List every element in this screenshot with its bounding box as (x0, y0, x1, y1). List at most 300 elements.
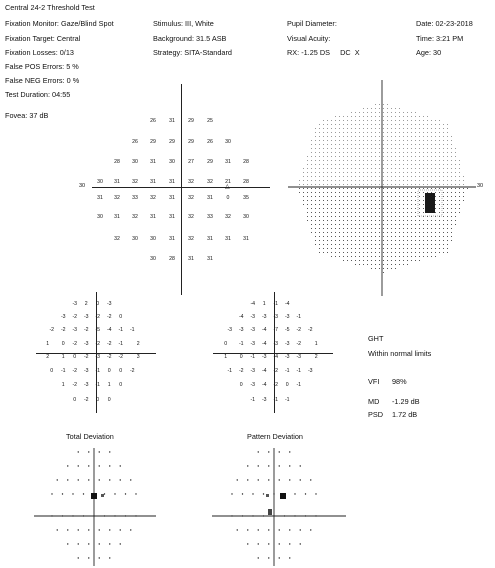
threshold-value: 29 (207, 159, 213, 165)
threshold-value: 31 (150, 159, 156, 165)
probability-point (130, 479, 131, 480)
deviation-value: -2 (118, 354, 124, 360)
probability-point (78, 543, 79, 544)
probability-point (284, 515, 285, 516)
deviation-value: -3 (284, 341, 290, 347)
probability-point (104, 493, 105, 494)
probability-point (268, 557, 269, 558)
deviation-value: -1 (227, 368, 233, 374)
pattern-deviation-title: Pattern Deviation (247, 432, 303, 441)
threshold-value: 32 (188, 179, 194, 185)
probability-point (67, 529, 68, 530)
probability-point (279, 479, 280, 480)
threshold-value: 27 (188, 159, 194, 165)
deviation-value: -2 (273, 382, 279, 388)
probability-point (273, 493, 274, 494)
deviation-value: 0 (107, 397, 111, 403)
threshold-value: 31 (114, 179, 120, 185)
probability-point (114, 493, 115, 494)
probability-point (252, 515, 253, 516)
probability-point (289, 557, 290, 558)
probability-point (72, 493, 73, 494)
probability-point (263, 493, 264, 494)
threshold-value: 29 (188, 118, 194, 124)
threshold-value: 30 (243, 214, 249, 220)
probability-symbol (280, 493, 286, 499)
probability-point (130, 529, 131, 530)
probability-point (88, 451, 89, 452)
probability-point (268, 451, 269, 452)
threshold-value: 26 (207, 139, 213, 145)
deviation-value: -2 (83, 397, 89, 403)
deviation-value: -1 (118, 341, 124, 347)
threshold-value: 31 (225, 159, 231, 165)
probability-point (78, 529, 79, 530)
threshold-value: 31 (207, 256, 213, 262)
probability-point (305, 515, 306, 516)
deviation-value: -2 (72, 341, 78, 347)
deviation-value: 1 (262, 301, 266, 307)
threshold-value: 28 (114, 159, 120, 165)
deviation-value: -1 (95, 368, 101, 374)
deviation-value: 2 (136, 341, 140, 347)
deviation-value: 0 (224, 341, 228, 347)
threshold-value: 32 (114, 236, 120, 242)
false-neg-errors: False NEG Errors: 0 % (5, 76, 80, 85)
probability-point (99, 465, 100, 466)
deviation-value: -3 (83, 314, 89, 320)
deviation-value: 0 (96, 397, 100, 403)
probability-point (99, 451, 100, 452)
md-value: -1.29 dB (392, 397, 420, 406)
threshold-value: 0 (226, 195, 230, 201)
deviation-value: 0 (73, 354, 77, 360)
probability-point (300, 465, 301, 466)
deviation-value: -4 (238, 314, 244, 320)
probability-point (99, 529, 100, 530)
deviation-value: 1 (107, 382, 111, 388)
threshold-value: 35 (243, 195, 249, 201)
probability-point (57, 529, 58, 530)
deviation-value: 1 (61, 354, 65, 360)
probability-point (247, 529, 248, 530)
probability-point (120, 465, 121, 466)
threshold-value: 26 (150, 118, 156, 124)
threshold-value: 31 (97, 195, 103, 201)
probability-point (88, 529, 89, 530)
probability-point (67, 465, 68, 466)
deviation-value: -1 (129, 327, 135, 333)
probability-point (88, 543, 89, 544)
deviation-value: -3 (72, 327, 78, 333)
threshold-value: 25 (207, 118, 213, 124)
deviation-value: -1 (250, 397, 256, 403)
deviation-value: 2 (314, 354, 318, 360)
probability-symbol (266, 494, 269, 497)
deviation-value: 0 (285, 382, 289, 388)
deviation-value: -3 (284, 354, 290, 360)
visual-acuity: Visual Acuity: (287, 34, 331, 43)
deviation-value: 0 (107, 368, 111, 374)
deviation-value: -1 (60, 368, 66, 374)
probability-point (135, 515, 136, 516)
fovea-value: Fovea: 37 dB (5, 111, 49, 120)
deviation-value: -4 (273, 354, 279, 360)
probability-point (78, 557, 79, 558)
deviation-value: -3 (284, 314, 290, 320)
deviation-value: -1 (284, 397, 290, 403)
total-deviation-title: Total Deviation (66, 432, 114, 441)
probability-point (120, 479, 121, 480)
probability-point (78, 479, 79, 480)
threshold-value: 31 (150, 214, 156, 220)
stimulus: Stimulus: III, White (153, 19, 214, 28)
deviation-value: 0 (239, 354, 243, 360)
fixation-losses: Fixation Losses: 0/13 (5, 48, 74, 57)
deviation-value: -2 (60, 327, 66, 333)
probability-point (279, 451, 280, 452)
probability-point (67, 479, 68, 480)
threshold-value: 31 (169, 118, 175, 124)
vfi-value: 98% (392, 377, 407, 386)
deviation-value: -2 (72, 368, 78, 374)
deviation-value: -2 (95, 341, 101, 347)
axis-label-left: 30 (79, 183, 86, 189)
probability-point (258, 479, 259, 480)
threshold-value: 32 (132, 179, 138, 185)
probability-point (242, 515, 243, 516)
ght-label: GHT (368, 334, 384, 343)
probability-point (258, 543, 259, 544)
deviation-value: -3 (307, 368, 313, 374)
deviation-value: -3 (273, 341, 279, 347)
deviation-value: -4 (106, 327, 112, 333)
probability-point (289, 529, 290, 530)
deviation-value: -3 (60, 314, 66, 320)
threshold-value: 31 (169, 195, 175, 201)
threshold-value: 32 (114, 195, 120, 201)
false-pos-errors: False POS Errors: 5 % (5, 62, 79, 71)
probability-point (279, 529, 280, 530)
probability-point (62, 515, 63, 516)
test-duration: Test Duration: 04:55 (5, 90, 71, 99)
probability-point (120, 529, 121, 530)
deviation-value: -3 (250, 382, 256, 388)
background: Background: 31.5 ASB (153, 34, 227, 43)
threshold-value: 30 (150, 256, 156, 262)
probability-point (268, 543, 269, 544)
deviation-value: -4 (261, 341, 267, 347)
axis-label-right: 30 (477, 183, 484, 189)
deviation-value: -3 (95, 354, 101, 360)
probability-point (72, 515, 73, 516)
probability-point (109, 557, 110, 558)
probability-point (300, 543, 301, 544)
deviation-value: -1 (296, 368, 302, 374)
probability-point (289, 543, 290, 544)
probability-point (88, 557, 89, 558)
deviation-value: -4 (261, 327, 267, 333)
deviation-value: -3 (83, 341, 89, 347)
deviation-value: 1 (314, 341, 318, 347)
probability-point (315, 493, 316, 494)
threshold-value: 32 (150, 195, 156, 201)
probability-point (99, 479, 100, 480)
deviation-value: -3 (83, 368, 89, 374)
threshold-value: 30 (132, 236, 138, 242)
deviation-value: -3 (250, 327, 256, 333)
deviation-value: -7 (273, 327, 279, 333)
threshold-value: 28 (169, 256, 175, 262)
probability-point (114, 515, 115, 516)
threshold-value: 30 (132, 159, 138, 165)
deviation-value: 0 (119, 368, 123, 374)
probability-point (242, 493, 243, 494)
threshold-value: 32 (225, 214, 231, 220)
probability-point (109, 543, 110, 544)
threshold-value: 30 (97, 214, 103, 220)
probability-point (289, 479, 290, 480)
threshold-value: 29 (169, 139, 175, 145)
probability-point (57, 479, 58, 480)
deviation-value: -2 (296, 341, 302, 347)
deviation-value: -3 (250, 341, 256, 347)
probability-symbol (101, 494, 104, 497)
vfi-label: VFI (368, 377, 380, 386)
deviation-value: 0 (119, 314, 123, 320)
deviation-value: -2 (106, 341, 112, 347)
total-deviation-probability-plot (34, 448, 156, 566)
deviation-value: -2 (129, 368, 135, 374)
psd-value: 1.72 dB (392, 410, 418, 419)
deviation-value: 1 (224, 354, 228, 360)
threshold-value: 31 (243, 236, 249, 242)
deviation-value: -1 (284, 368, 290, 374)
deviation-value: -2 (83, 354, 89, 360)
deviation-value: 2 (84, 301, 88, 307)
deviation-value: -2 (83, 327, 89, 333)
probability-point (231, 493, 232, 494)
deviation-value: -1 (273, 301, 279, 307)
probability-point (305, 493, 306, 494)
psd-label: PSD (368, 410, 384, 419)
deviation-value: -2 (95, 314, 101, 320)
threshold-value: 32 (188, 195, 194, 201)
deviation-value: -1 (95, 382, 101, 388)
deviation-value: -2 (273, 368, 279, 374)
deviation-value: 0 (239, 382, 243, 388)
pupil-diameter: Pupil Diameter: (287, 19, 337, 28)
threshold-value: 30 (169, 159, 175, 165)
deviation-value: 1 (61, 382, 65, 388)
probability-point (310, 479, 311, 480)
threshold-value: 30 (97, 179, 103, 185)
threshold-value: 30 (150, 236, 156, 242)
threshold-value: 32 (188, 214, 194, 220)
probability-point (62, 493, 63, 494)
deviation-value: -1 (250, 354, 256, 360)
deviation-value: 0 (119, 382, 123, 388)
threshold-value: 29 (188, 139, 194, 145)
deviation-value: -1 (296, 314, 302, 320)
threshold-value: 32 (132, 214, 138, 220)
deviation-value: -3 (72, 301, 78, 307)
probability-point (294, 493, 295, 494)
threshold-value: 32 (207, 179, 213, 185)
probability-point (78, 451, 79, 452)
deviation-value: -4 (261, 382, 267, 388)
deviation-value: -2 (106, 354, 112, 360)
deviation-value: -3 (261, 354, 267, 360)
test-date: Date: 02-23-2018 (416, 19, 473, 28)
deviation-value: 0 (61, 341, 65, 347)
deviation-value: -3 (83, 382, 89, 388)
ght-value: Within normal limits (368, 349, 432, 358)
threshold-value: 31 (169, 179, 175, 185)
probability-point (237, 529, 238, 530)
deviation-value: -1 (118, 327, 124, 333)
threshold-value: 29 (150, 139, 156, 145)
deviation-value: -5 (284, 327, 290, 333)
deviation-value: -4 (250, 301, 256, 307)
deviation-value: -3 (273, 314, 279, 320)
threshold-value: 28 (243, 179, 249, 185)
probability-point (120, 543, 121, 544)
probability-point (104, 515, 105, 516)
deviation-value: -2 (296, 327, 302, 333)
threshold-value: 30 (225, 139, 231, 145)
probability-point (279, 465, 280, 466)
probability-point (109, 479, 110, 480)
probability-point (78, 465, 79, 466)
patient-age: Age: 30 (416, 48, 442, 57)
probability-point (279, 557, 280, 558)
threshold-value: 31 (207, 195, 213, 201)
deviation-value: -3 (250, 368, 256, 374)
deviation-value: -2 (307, 327, 313, 333)
deviation-value: 0 (73, 397, 77, 403)
deviation-value: 0 (96, 301, 100, 307)
deviation-value: -1 (273, 397, 279, 403)
probability-point (237, 479, 238, 480)
threshold-value: 31 (188, 256, 194, 262)
pattern-deviation-probability-plot (212, 448, 346, 566)
probability-point (258, 451, 259, 452)
probability-point (268, 465, 269, 466)
probability-point (99, 557, 100, 558)
deviation-value: 3 (136, 354, 140, 360)
probability-point (294, 515, 295, 516)
deviation-value: -3 (261, 314, 267, 320)
probability-point (252, 493, 253, 494)
probability-point (109, 465, 110, 466)
threshold-value: 28 (243, 159, 249, 165)
deviation-value: -4 (261, 368, 267, 374)
probability-point (247, 465, 248, 466)
deviation-value: -3 (250, 314, 256, 320)
threshold-value: 31 (150, 179, 156, 185)
deviation-value: -2 (72, 314, 78, 320)
probability-point (125, 493, 126, 494)
probability-point (289, 451, 290, 452)
threshold-value: 32 (188, 236, 194, 242)
threshold-value: 31 (169, 236, 175, 242)
threshold-value: 31 (114, 214, 120, 220)
threshold-value: 31 (225, 236, 231, 242)
deviation-value: -2 (238, 368, 244, 374)
probability-point (67, 543, 68, 544)
probability-point (99, 543, 100, 544)
threshold-value: 31 (169, 214, 175, 220)
probability-point (135, 493, 136, 494)
deviation-value: -1 (238, 341, 244, 347)
probability-point (125, 515, 126, 516)
probability-point (268, 529, 269, 530)
test-title: Central 24-2 Threshold Test (5, 3, 95, 12)
probability-point (109, 451, 110, 452)
probability-point (231, 515, 232, 516)
probability-point (83, 515, 84, 516)
deviation-value: -3 (227, 327, 233, 333)
threshold-value: 33 (132, 195, 138, 201)
probability-point (93, 515, 94, 516)
probability-symbol (91, 493, 97, 499)
probability-point (88, 465, 89, 466)
probability-point (109, 529, 110, 530)
deviation-value: -2 (49, 327, 55, 333)
fixation-monitor: Fixation Monitor: Gaze/Blind Spot (5, 19, 114, 28)
deviation-value: -3 (106, 301, 112, 307)
deviation-value: 0 (50, 368, 54, 374)
threshold-value: 21 (225, 179, 231, 185)
test-time: Time: 3:21 PM (416, 34, 464, 43)
deviation-value: -5 (95, 327, 101, 333)
rx: RX: -1.25 DS DC X (287, 48, 360, 57)
probability-point (300, 479, 301, 480)
probability-point (279, 543, 280, 544)
threshold-value: 33 (207, 214, 213, 220)
deviation-value: -1 (296, 382, 302, 388)
threshold-value: 26 (132, 139, 138, 145)
probability-point (263, 515, 264, 516)
fixation-target: Fixation Target: Central (5, 34, 81, 43)
strategy: Strategy: SITA-Standard (153, 48, 232, 57)
probability-point (300, 529, 301, 530)
blind-spot-marker-icon: △ (225, 184, 230, 190)
probability-point (258, 465, 259, 466)
probability-point (268, 479, 269, 480)
probability-point (51, 493, 52, 494)
probability-point (258, 529, 259, 530)
deviation-value: -4 (284, 301, 290, 307)
deviation-value: -2 (72, 382, 78, 388)
probability-point (289, 465, 290, 466)
probability-symbol (268, 509, 272, 515)
deviation-value: 1 (46, 341, 50, 347)
probability-point (83, 493, 84, 494)
threshold-value: 31 (207, 236, 213, 242)
probability-point (247, 543, 248, 544)
probability-point (51, 515, 52, 516)
md-label: MD (368, 397, 380, 406)
probability-point (310, 529, 311, 530)
probability-point (247, 479, 248, 480)
probability-point (258, 557, 259, 558)
probability-point (88, 479, 89, 480)
deviation-value: -3 (261, 397, 267, 403)
probability-point (315, 515, 316, 516)
deviation-value: 2 (46, 354, 50, 360)
